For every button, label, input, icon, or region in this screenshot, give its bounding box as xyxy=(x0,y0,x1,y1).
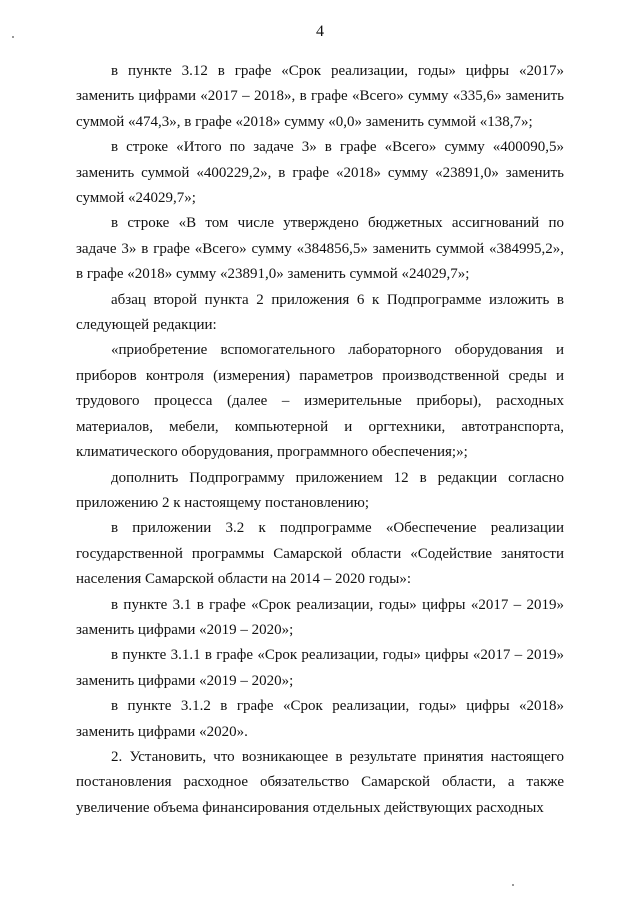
paragraph-add-annex-12: дополнить Подпрограмму приложением 12 в редакции согласно приложению 2 к настоящему постановлению; xyxy=(76,469,564,511)
paragraph-total-task-3-change: в строке «Итого по задаче 3» в графе «Всего» сумму «400090,5» заменить суммой «400229,2», в графе «2018» сумму «23891,0» заменить суммой «24029,7»; xyxy=(76,139,564,207)
document-body xyxy=(76,59,564,821)
scan-speck-mark xyxy=(12,36,14,38)
paragraph-item-3-12-change: в пункте 3.12 в графе «Срок реализации, годы» цифры «2017» заменить цифрами «2017 – 2018», в графе «Всего» сумму «335,6» заменить суммой «474,3», в графе «2018» сумму «0,0» заменить суммой «138,7»; xyxy=(76,63,564,130)
paragraph-item-3-1-2-change: в пункте 3.1.2 в графе «Срок реализации, годы» цифры «2018» заменить цифрами «2020». xyxy=(76,698,564,740)
paragraph-approved-allocations-change: в строке «В том числе утверждено бюджетных ассигнований по задаче 3» в графе «Всего» сумму «384856,5» заменить суммой «384995,2», в графе «2018» сумму «23891,0» заменить суммой «24029,7»; xyxy=(76,215,564,283)
paragraph-annex-6-intro: абзац второй пункта 2 приложения 6 к Подпрограмме изложить в следующей редакции: xyxy=(76,291,564,334)
paragraph-annex-3-2-intro: в приложении 3.2 к подпрограмме «Обеспечение реализации государственной программы Самарской области «Содействие занятости населения Самарской области на 2014 – 2020 годы»: xyxy=(76,520,564,588)
paragraph-item-3-1-change: в пункте 3.1 в графе «Срок реализации, годы» цифры «2017 – 2019» заменить цифрами «2019 – 2020»; xyxy=(76,596,564,638)
paragraph-section-2-start: 2. Установить, что возникающее в результате принятия настоящего постановления расходное обязательство Самарской области, а также увеличение объема финансирования отдельных действующих расходных xyxy=(76,748,564,816)
page-number: 4 xyxy=(316,23,324,40)
paragraph-item-3-1-1-change: в пункте 3.1.1 в графе «Срок реализации, годы» цифры «2017 – 2019» заменить цифрами «2019 – 2020»; xyxy=(76,647,564,689)
paragraph-annex-6-new-text: «приобретение вспомогательного лабораторного оборудования и приборов контроля (измерения) параметров производственной среды и трудового процесса (далее – измерительные приборы), расходных материалов, мебели, компьютерной и оргтехники, автотранспорта, климатического оборудования, программного обеспечения;»; xyxy=(76,342,564,461)
scan-speck-mark xyxy=(512,884,514,886)
